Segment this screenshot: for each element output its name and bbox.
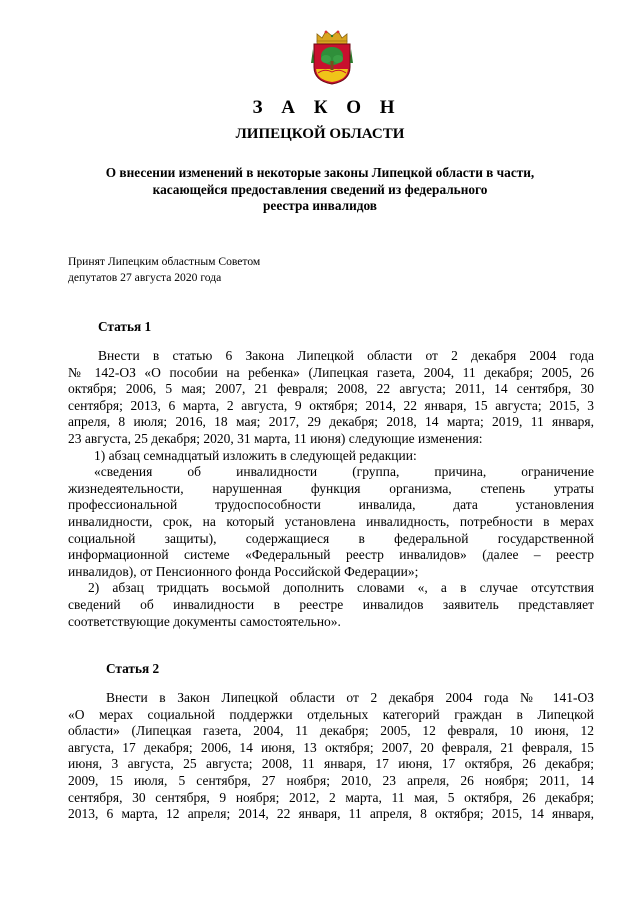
text-line: информационной системе «Федеральный реестр инвалидов» (далее – реестр [68,547,594,563]
document-type-title: З А К О Н [252,97,402,118]
text-line: октября; 2006, 5 мая; 2007, 21 февраля; 2008, 22 августа; 2011, 14 сентября, 30 [68,381,594,397]
subject-line: О внесении изменений в некоторые законы Липецкой области в части, [105,165,535,180]
text-line: профессиональной трудоспособности инвалида, дата установления [68,497,594,513]
article-2-title: Статья 2 [106,661,160,676]
subject-line: реестра инвалидов [263,198,377,213]
text-line: области» (Липецкая газета, 2004, 11 декабря; 2005, 12 февраля, 10 июня, 12 [68,723,594,739]
text-line: «О мерах социальной поддержки отдельных категорий граждан в Липецкой [68,706,594,722]
text-line: 2) абзац тридцать восьмой дополнить словами «, а в случае отсутствия [88,580,594,596]
text-line: июня, 3 августа, 25 августа; 2008, 11 января, 17 июня, 17 октября, 26 декабря; [68,756,594,772]
list-item-heading: 1) абзац семнадцатый изложить в следующей редакции: [94,447,417,463]
text-line: 2013, 6 марта, 12 апреля; 2014, 22 января, 11 апреля, 8 октября; 2015, 14 января, [68,806,594,822]
text-line: Внести в Закон Липецкой области от 2 декабря 2004 года № 141-ОЗ [106,690,594,705]
text-line: инвалидов), от Пенсионного фонда Российской Федерации»; [68,563,419,579]
adoption-line: депутатов 27 августа 2020 года [68,271,222,284]
text-line: сведений об инвалидности в реестре инвалидов заявитель представляет [68,596,594,612]
text-line: сентября; 2013, 6 марта, 2 августа, 9 октября; 2014, 22 января, 15 августа; 2015, 3 [68,397,594,413]
adoption-line: Принят Липецким областным Советом [68,255,261,268]
law-subject-title [0,165,640,215]
text-line: инвалидности, срок, на который установлена инвалидность, потребности в мерах [68,513,594,529]
text-line: жизнедеятельности, нарушенная функция организма, степень утраты [68,480,594,496]
region-title: ЛИПЕЦКОЙ ОБЛАСТИ [235,126,405,142]
text-line: Внести в статью 6 Закона Липецкой области от 2 декабря 2004 года [98,348,594,363]
article-2-body [68,690,594,823]
subject-line: касающейся предоставления сведений из федерального [152,181,488,197]
article-1-body [68,348,594,630]
text-line: № 142-ОЗ «О пособии на ребенка» (Липецкая газета, 2004, 11 декабря; 2005, 26 [68,364,594,380]
text-line: соответствующие документы самостоятельно». [68,613,341,629]
text-line: апреля, 8 июля; 2016, 18 мая; 2017, 29 декабря; 2018, 14 марта; 2019, 11 января, [68,414,594,430]
coat-of-arms-icon [311,29,353,85]
text-line: «сведения об инвалидности (группа, причина, ограничение [94,464,594,480]
text-line: 23 августа, 25 декабря; 2020, 31 марта, 11 июня) следующие изменения: [68,430,483,446]
article-1-title: Статья 1 [98,319,152,334]
text-line: августа, 17 декабря; 2006, 14 июня, 13 октября; 2007, 20 февраля, 21 февраля, 15 [68,739,594,755]
adoption-note [68,254,260,286]
text-line: 2009, 15 июля, 5 сентября, 27 ноября; 2010, 23 апреля, 26 ноября; 2011, 14 [68,772,594,788]
text-line: сентября, 30 сентября, 9 ноября; 2012, 2 марта, 11 мая, 5 октября, 26 декабря; [68,789,594,805]
text-line: социальной защиты), содержащиеся в федеральной государственной [68,530,594,546]
